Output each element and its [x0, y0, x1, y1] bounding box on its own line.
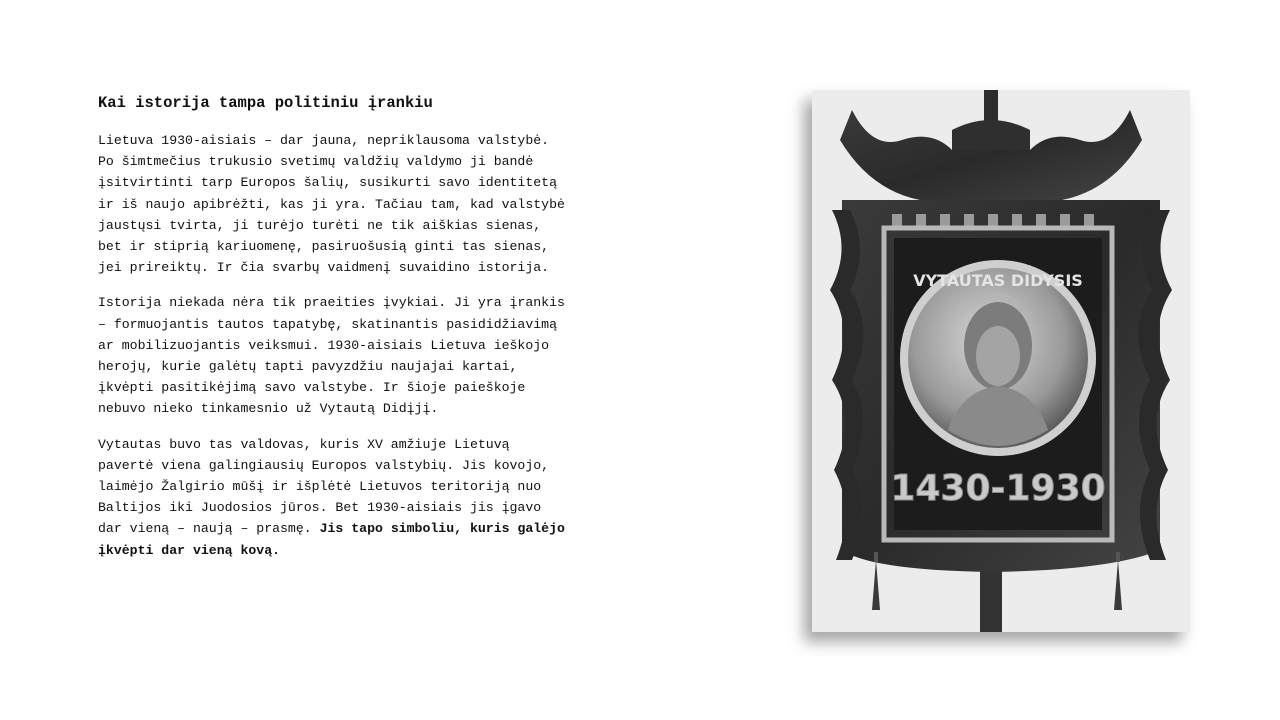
plaque-illustration: [812, 90, 1190, 632]
medal-inscription: VYTAUTAS DIDYSIS: [913, 271, 1083, 290]
article-text: [98, 92, 638, 575]
plaque-years: 1430-1930: [890, 468, 1106, 509]
article-title: Kai istorija tampa politiniu įrankiu: [98, 94, 433, 112]
paragraph-1: Lietuva 1930-aisiais – dar jauna, nepriklausoma valstybė. Po šimtmečius trukusio svetimų valdžių valdymo ji bandė įsitvirtinti tarp Europos šalių, susikurti savo identitetą ir iš naujo apibrėžti, kas ji yra. Tačiau tam, kad valstybė jaustųsi tvirta, ji turėjo turėti ne tik aiškias sienas, bet ir stiprią kariuomenę, pasiruošusią ginti tas sienas, jei prireiktų. Ir čia svarbų vaidmenį suvaidino istorija.: [98, 133, 565, 276]
paragraph-3: [98, 434, 638, 561]
paragraph-2: Istorija niekada nėra tik praeities įvykiai. Ji yra įrankis – formuojantis tautos tapatybę, skatinantis pasididžiavimą ar mobilizuojantis veiksmui. 1930-aisiais Lietuva ieškojo herojų, kurie galėtų tapti pavyzdžiu naujajai kartai, įkvėpti pasitikėjimą savo valstybe. Ir šioje paieškoje nebuvo nieko tinkamesnio už Vytautą Didįjį.: [98, 295, 565, 417]
paragraph-3-text: Vytautas buvo tas valdovas, kuris XV amžiuje Lietuvą pavertė viena galingiausių Europos valstybių. Jis kovojo, laimėjo Žalgirio mūšį ir išplėtė Lietuvos teritoriją nuo Baltijos iki Juodosios jūros. Bet 1930-aisiais jis įgavo dar vieną – naują – prasmę.: [98, 436, 550, 537]
vytautas-plaque-photo: [812, 90, 1190, 632]
paragraph-3-emphasis: Jis tapo simboliu, kuris galėjo įkvėpti dar vieną kovą.: [98, 521, 565, 558]
